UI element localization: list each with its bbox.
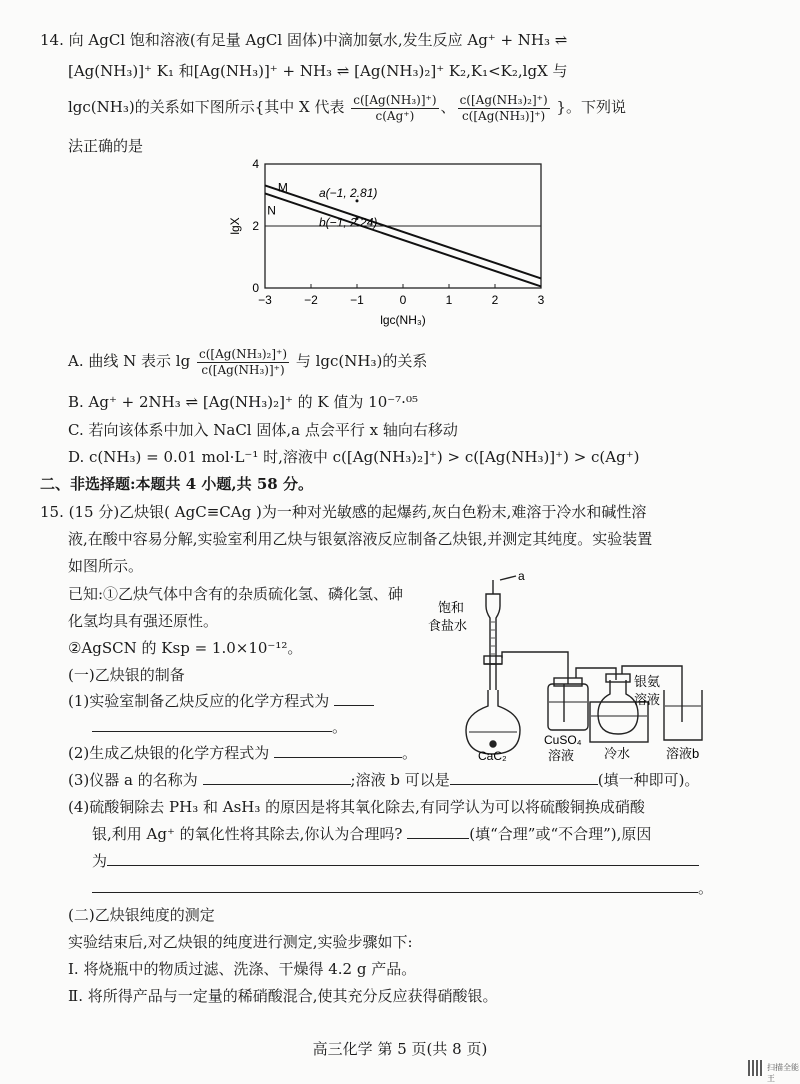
label-cuso4-2: 溶液	[548, 748, 575, 762]
option-a-post: 与 lgc(NH₃)的关系	[295, 352, 428, 370]
funnel-stopcock	[484, 664, 502, 690]
solution-b-beaker	[664, 690, 702, 740]
gas-tube-1	[502, 652, 568, 684]
part2-title: (二)乙炔银纯度的测定	[68, 906, 215, 924]
x-tick-label: 1	[445, 293, 453, 307]
section2-title: 二、非选择题:本题共 4 小题,共 58 分。	[40, 475, 313, 493]
label-solution-b: 溶液b	[666, 746, 700, 761]
x-fraction-1-denominator: c(Ag⁺)	[375, 108, 415, 123]
fraction-separator: 、	[440, 98, 456, 116]
sub1-text: (1)实验室制备乙炔反应的化学方程式为	[68, 692, 330, 710]
sub4-line3-pre: 为	[92, 852, 108, 870]
series-label-n: N	[267, 203, 276, 218]
series-line-m	[265, 185, 541, 278]
part2-intro: 实验结束后,对乙炔银的纯度进行测定,实验步骤如下:	[68, 933, 413, 951]
q15-line2: 液,在酸中容易分解,实验室利用乙炔与银氨溶液反应制备乙炔银,并测定其纯度。实验装置	[68, 530, 653, 548]
apparatus-diagram	[420, 572, 720, 762]
label-a-leader	[500, 576, 516, 580]
lgx-vs-lgc-chart	[225, 156, 565, 336]
funnel-brine-fill	[491, 622, 495, 654]
sub1-blank-a[interactable]	[334, 691, 374, 706]
silver-ammonia-flask	[598, 680, 638, 734]
y-tick-label: 0	[252, 281, 259, 295]
option-a	[68, 344, 427, 378]
x-fraction-1-numerator: c([Ag(NH₃)]⁺)	[353, 92, 437, 107]
sub4-line2-post: (填“合理”或“不合理”),原因	[469, 825, 652, 843]
x-fraction-2-numerator: c([Ag(NH₃)₂]⁺)	[459, 92, 548, 107]
sub2-blank[interactable]	[274, 743, 402, 758]
known-1a: 已知:①乙炔气体中含有的杂质硫化氢、磷化氢、砷	[68, 585, 404, 603]
option-a-fraction	[197, 347, 289, 378]
y-axis-title: lgX	[228, 217, 242, 235]
option-b: B. Ag⁺ + 2NH₃ ⇌ [Ag(NH₃)₂]⁺ 的 K 值为 10⁻⁷·⁰⁵	[68, 393, 418, 411]
option-a-denominator: c([Ag(NH₃)]⁺)	[201, 362, 285, 377]
y-tick-label: 4	[252, 157, 259, 171]
q14-line3-post: }。下列说	[556, 98, 626, 116]
known-2: ②AgSCN 的 Ksp = 1.0×10⁻¹²。	[68, 639, 303, 657]
sub3-blank-b[interactable]	[450, 770, 598, 785]
q14-line2: [Ag(NH₃)]⁺ K₁ 和[Ag(NH₃)]⁺ + NH₃ ⇌ [Ag(NH₃)₂]⁺ K₂,K₁<K₂,lgX 与	[68, 62, 568, 80]
label-cac2: CaC₂	[478, 749, 507, 762]
sub3	[68, 770, 699, 790]
option-d: D. c(NH₃) = 0.01 mol·L⁻¹ 时,溶液中 c([Ag(NH₃)₂]⁺) > c([Ag(NH₃)]⁺) > c(Ag⁺)	[68, 448, 640, 466]
x-fraction-1	[351, 93, 438, 124]
known-1b: 化氢均具有强还原性。	[68, 612, 219, 630]
q14-line3-pre: lgc(NH₃)的关系如下图所示{其中 X 代表	[68, 98, 345, 116]
q15-line3: 如图所示。	[68, 557, 144, 575]
annotation-label-0: a(−1, 2.81)	[319, 185, 378, 200]
label-agnh3-2: 溶液	[634, 692, 661, 707]
x-tick-label: 2	[491, 293, 499, 307]
cuso4-bottle	[548, 684, 588, 730]
label-brine-1: 饱和	[438, 600, 465, 615]
x-tick-label: 3	[537, 293, 545, 307]
flask-stopper	[484, 656, 502, 664]
q15-line1: 15. (15 分)乙炔银( AgC≡CAg )为一种对光敏感的起爆药,灰白色粉末,难溶于冷水和碱性溶	[40, 503, 647, 521]
sub1-end: 。	[332, 718, 348, 736]
sub4-line2	[92, 824, 651, 844]
sub4-line4	[92, 878, 713, 898]
label-brine-2: 食盐水	[428, 618, 468, 633]
x-axis-title: lgc(NH₃)	[380, 313, 426, 327]
part1-title: (一)乙炔银的制备	[68, 666, 185, 684]
sub4-line3	[92, 851, 699, 871]
label-cuso4-1: CuSO₄	[544, 733, 582, 747]
option-c: C. 若向该体系中加入 NaCl 固体,a 点会平行 x 轴向右移动	[68, 421, 458, 439]
label-cold-water: 冷水	[604, 746, 631, 761]
cac2-solid	[490, 741, 496, 747]
label-agnh3-1: 银氨	[634, 674, 661, 689]
x-tick-label: −1	[350, 293, 364, 307]
sub4-line1: (4)硫酸铜除去 PH₃ 和 AsH₃ 的原因是将其氧化除去,有同学认为可以将硫酸铜换成硝酸	[68, 798, 645, 816]
x-tick-label: −2	[304, 293, 318, 307]
label-a: a	[518, 572, 525, 583]
sub3-mid: ;溶液 b 可以是	[350, 771, 450, 789]
sub1	[68, 691, 374, 711]
series-line-n	[265, 193, 541, 286]
x-fraction-2	[458, 93, 550, 124]
sub4-end: 。	[698, 879, 714, 897]
page-footer: 高三化学 第 5 页(共 8 页)	[312, 1040, 488, 1058]
scanner-logo-icon	[748, 1060, 764, 1076]
option-a-numerator: c([Ag(NH₃)₂]⁺)	[198, 346, 288, 361]
sub3-blank-a[interactable]	[203, 770, 351, 785]
sub3-post: (填一种即可)。	[597, 771, 700, 789]
sub4-line2-pre: 银,利用 Ag⁺ 的氧化性将其除去,你认为合理吗?	[92, 825, 403, 843]
sub4-blank-judgement[interactable]	[407, 824, 469, 839]
y-tick-label: 2	[252, 219, 259, 233]
sub2	[68, 743, 417, 763]
x-fraction-2-denominator: c([Ag(NH₃)]⁺)	[461, 108, 546, 123]
step-2: Ⅱ. 将所得产品与一定量的稀硝酸混合,使其充分反应获得硝酸银。	[68, 987, 498, 1005]
annotation-label-1: b(−1, 2.24)	[319, 215, 378, 230]
q14-line3	[68, 90, 626, 124]
scanner-watermark-text: 扫描全能王	[767, 1063, 799, 1083]
sub1-cont	[92, 717, 347, 737]
x-tick-label: 0	[399, 293, 407, 307]
sub4-blank-reason-2[interactable]	[92, 878, 698, 893]
sub4-blank-reason-1[interactable]	[107, 851, 699, 866]
q14-line1: 14. 向 AgCl 饱和溶液(有足量 AgCl 固体)中滴加氨水,发生反应 Ag⁺ + NH₃ ⇌	[40, 31, 568, 49]
sub2-end: 。	[402, 744, 418, 762]
series-label-m: M	[277, 180, 288, 195]
sub1-blank-b[interactable]	[92, 717, 332, 732]
q14-line4: 法正确的是	[68, 137, 144, 155]
option-a-pre: A. 曲线 N 表示 lg	[68, 352, 191, 370]
sub3-text: (3)仪器 a 的名称为	[68, 771, 198, 789]
step-1: Ⅰ. 将烧瓶中的物质过滤、洗涤、干燥得 4.2 g 产品。	[68, 960, 417, 978]
sub2-text: (2)生成乙炔银的化学方程式为	[68, 744, 270, 762]
x-tick-label: −3	[258, 293, 272, 307]
